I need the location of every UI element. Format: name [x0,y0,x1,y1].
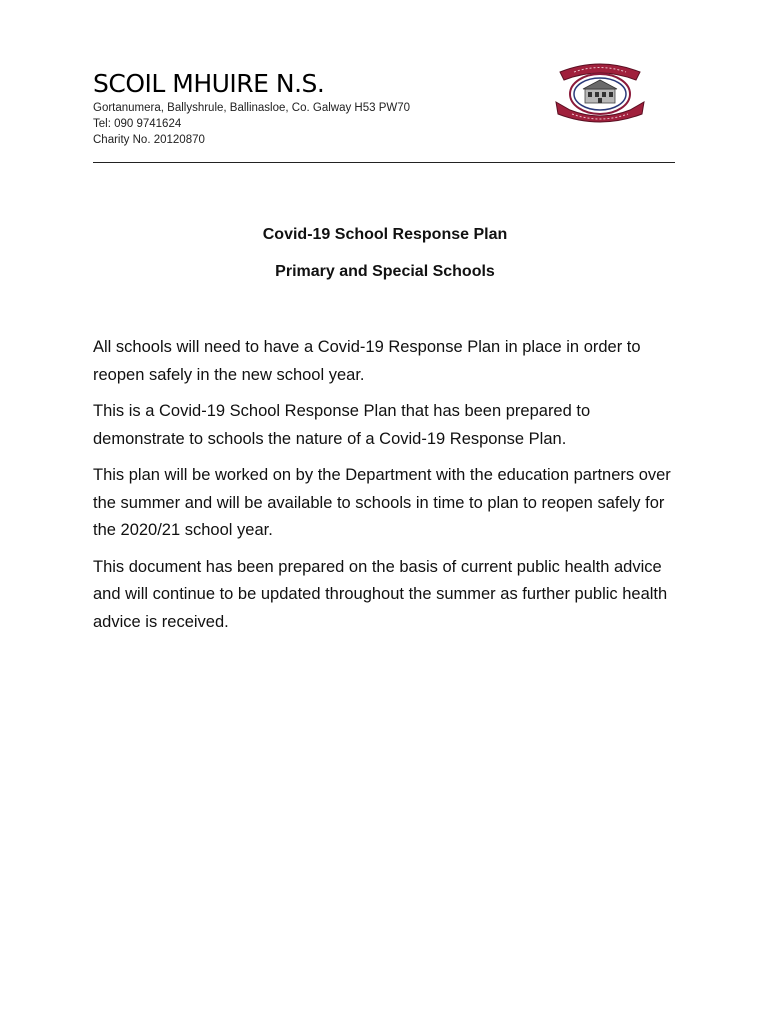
school-address: Gortanumera, Ballyshrule, Ballinasloe, Co. Galway H53 PW70 [93,102,411,114]
paragraph: All schools will need to have a Covid-19 Response Plan in place in order to reopen safely in the new school year. [93,338,641,384]
paragraph: This is a Covid-19 School Response Plan that has been prepared to demonstrate to schools the nature of a Covid-19 Response Plan. [93,402,591,448]
school-name: SCOIL MHUIRE N.S. [93,69,325,98]
letterhead-divider [93,162,675,163]
school-crest-logo [552,58,648,124]
document-subtitle: Primary and Special Schools [275,263,495,280]
paragraph: This plan will be worked on by the Department with the education partners over the summer and will be available to schools in time to plan to reopen safely for the 2020/21 school year. [93,466,671,539]
paragraph: This document has been prepared on the basis of current public health advice and will continue to be updated throughout the summer as further public health advice is received. [93,557,668,631]
crest-icon [552,58,648,124]
document-body [93,334,683,645]
charity-number: Charity No. 20120870 [93,134,205,146]
document-title: Covid-19 School Response Plan [262,226,508,243]
school-telephone: Tel: 090 9741624 [93,118,182,130]
